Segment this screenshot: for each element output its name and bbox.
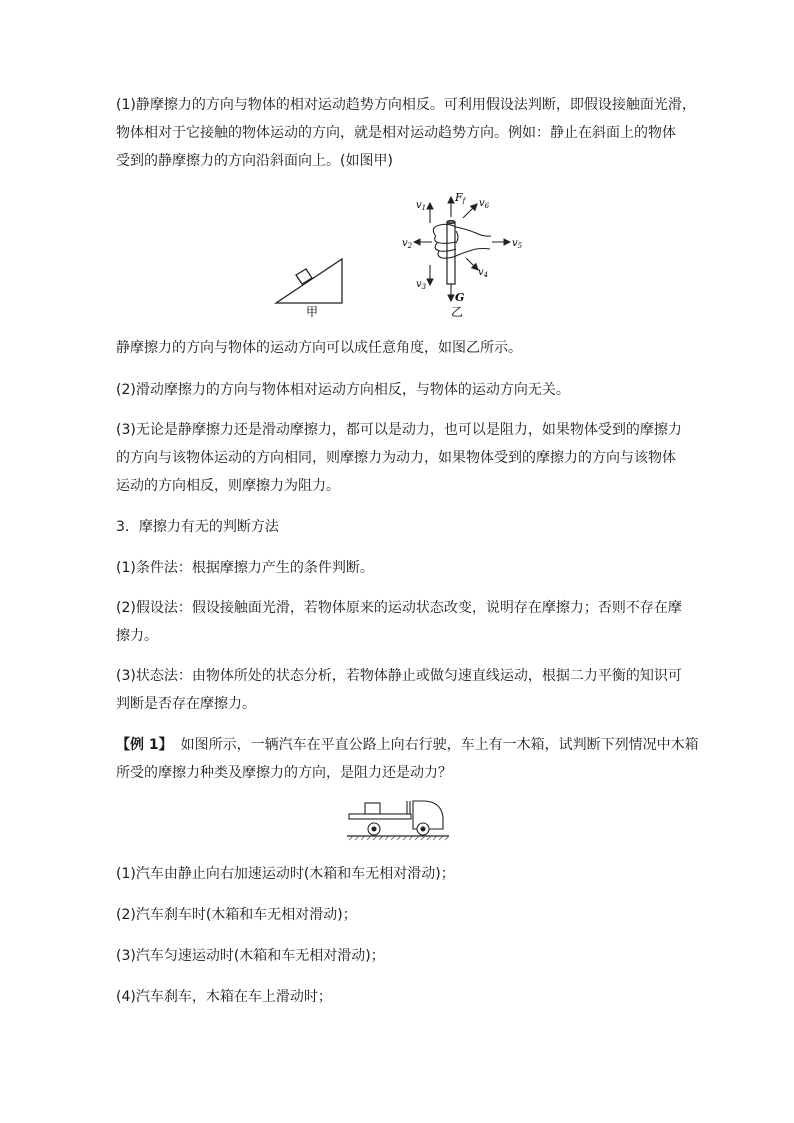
- text-line: 如图所示，一辆汽车在平直公路上向右行驶，车上有一木箱，试判断下列情况中木箱: [180, 737, 699, 753]
- example-tag: 【例 1】: [116, 737, 173, 753]
- text-line: 静摩擦力的方向与物体的运动方向可以成任意角度，如图乙所示。: [116, 340, 522, 356]
- text-line: 3．摩擦力有无的判断方法: [116, 519, 279, 535]
- text-line: (4)汽车刹车，木箱在车上滑动时；: [116, 989, 332, 1005]
- paragraph-assumption-method: [116, 594, 682, 650]
- text-line: (2)假设法：假设接触面光滑，若物体原来的运动状态改变，说明存在摩擦力；否则不存在摩: [116, 600, 682, 616]
- ff-label: Ff: [455, 191, 466, 205]
- text-line: (1)汽车由静止向右加速运动时(木箱和车无相对滑动)；: [116, 866, 455, 882]
- text-line: 所受的摩擦力种类及摩擦力的方向，是阻力还是动力？: [116, 765, 452, 781]
- truck-bed: [349, 814, 411, 819]
- v4-label: $v_4$: [478, 267, 489, 279]
- example-1-prompt: [116, 731, 699, 787]
- hand-bar-diagram: [402, 191, 523, 319]
- paragraph-condition-method: [116, 554, 682, 582]
- text-line: (1)静摩擦力的方向与物体的相对运动趋势方向相反。可利用假设法判断，即假设接触面光滑，: [116, 97, 696, 113]
- incline-diagram: [276, 259, 342, 319]
- text-line: 运动的方向相反，则摩擦力为阻力。: [116, 478, 340, 494]
- paragraph-any-angle: [116, 334, 682, 362]
- question-4: [116, 983, 682, 1011]
- v1-label: $v_1$: [416, 200, 427, 212]
- paragraph-kinetic-friction: [116, 376, 682, 404]
- v3-label: $v_3$: [416, 279, 427, 291]
- text-line: (2)汽车刹车时(木箱和车无相对滑动)；: [116, 907, 357, 923]
- g-label: G: [455, 291, 465, 304]
- wooden-box: [365, 803, 380, 814]
- section-heading-judge-method: [116, 513, 682, 541]
- figure-friction-directions: [270, 185, 530, 320]
- paragraph-driving-or-resistance: [116, 416, 682, 500]
- text-line: (3)状态法：由物体所处的状态分析，若物体静止或做匀速直线运动，根据二力平衡的知识可: [116, 668, 682, 684]
- text-line: (1)条件法：根据摩擦力产生的条件判断。: [116, 560, 374, 576]
- v4-arrow: [466, 258, 478, 270]
- v2-label: $v_2$: [402, 238, 413, 250]
- text-line: (3)无论是静摩擦力还是滑动摩擦力，都可以是动力，也可以是阻力，如果物体受到的摩擦力: [116, 422, 682, 438]
- figure-label-jia: 甲: [306, 305, 319, 319]
- text-line: (3)汽车匀速运动时(木箱和车无相对滑动)；: [116, 948, 385, 964]
- v5-label: $v_5$: [512, 238, 523, 250]
- question-2: [116, 901, 682, 929]
- question-1: [116, 860, 682, 888]
- paragraph-static-friction-direction: [116, 91, 696, 175]
- text-line: 擦力。: [116, 628, 158, 644]
- question-3: [116, 942, 682, 970]
- paragraph-state-method: [116, 662, 682, 718]
- text-line: 受到的静摩擦力的方向沿斜面向上。(如图甲): [116, 153, 393, 169]
- text-line: (2)滑动摩擦力的方向与物体相对运动方向相反，与物体的运动方向无关。: [116, 382, 570, 398]
- figure-truck-box: [345, 797, 450, 841]
- text-line: 的方向与该物体运动的方向相同，则摩擦力为动力，如果物体受到的摩擦力的方向与该物体: [116, 450, 676, 466]
- v6-arrow: [463, 204, 477, 218]
- v6-label: $v_6$: [479, 198, 490, 210]
- text-line: 判断是否存在摩擦力。: [116, 696, 256, 712]
- figure-label-yi: 乙: [451, 305, 464, 319]
- text-line: 物体相对于它接触的物体运动的方向，就是相对运动趋势方向。例如：静止在斜面上的物体: [116, 125, 676, 141]
